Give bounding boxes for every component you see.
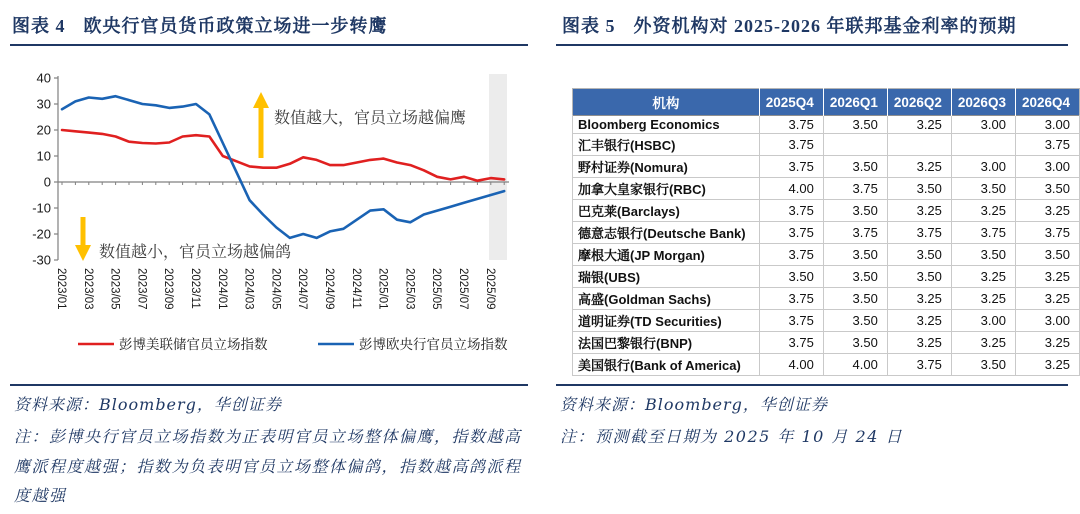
rate-cell: 3.25	[1015, 266, 1079, 288]
rate-cell: 3.75	[759, 134, 823, 156]
rate-cell: 3.25	[887, 156, 951, 178]
figure5-source-line: 资料来源：Bloomberg，华创证券	[560, 395, 828, 414]
table-row	[573, 200, 1080, 222]
table-row	[573, 288, 1080, 310]
rate-cell: 3.50	[823, 332, 887, 354]
figure4-title-text: 欧央行官员货币政策立场进一步转鹰	[83, 16, 388, 36]
x-axis-label: 2024/07	[296, 268, 309, 310]
rate-cell: 3.50	[951, 178, 1015, 200]
rate-cell: 3.50	[823, 116, 887, 134]
quarter-header-cell: 2026Q2	[887, 89, 951, 116]
rate-cell: 3.50	[1015, 244, 1079, 266]
recent-period-band	[489, 74, 507, 260]
rate-cell	[887, 134, 951, 156]
figure4-label: 图表 4	[12, 16, 66, 36]
figure5-label: 图表 5	[562, 16, 616, 36]
rate-cell: 3.75	[759, 116, 823, 134]
institution-cell: 加拿大皇家银行(RBC)	[573, 178, 760, 200]
institution-header-cell: 机构	[573, 89, 760, 116]
rate-cell: 3.50	[823, 200, 887, 222]
rate-cell: 3.50	[823, 310, 887, 332]
y-axis-label: 30	[36, 96, 51, 112]
rate-cell: 3.00	[1015, 156, 1079, 178]
forecast-table-wrap	[572, 88, 1080, 376]
institution-cell: 摩根大通(JP Morgan)	[573, 244, 760, 266]
x-axis-label: 2023/05	[108, 268, 121, 310]
rate-cell: 3.50	[823, 156, 887, 178]
rate-cell: 3.75	[823, 222, 887, 244]
institution-cell: 法国巴黎银行(BNP)	[573, 332, 760, 354]
quarter-header-cell: 2026Q3	[951, 89, 1015, 116]
institution-cell: 瑞银(UBS)	[573, 266, 760, 288]
y-axis-label: 40	[36, 70, 51, 86]
figure4-footer-divider	[10, 384, 528, 386]
x-axis-label: 2025/03	[403, 268, 416, 310]
x-axis-label: 2025/05	[430, 268, 443, 310]
figure5-note-line: 注：预测截至日期为 2025 年 10 月 24 日	[560, 427, 903, 446]
rate-cell: 3.25	[1015, 200, 1079, 222]
rate-cell: 4.00	[759, 354, 823, 376]
institution-cell: 高盛(Goldman Sachs)	[573, 288, 760, 310]
rate-cell: 3.25	[1015, 288, 1079, 310]
rate-cell: 3.25	[951, 332, 1015, 354]
forecast-table	[572, 88, 1080, 376]
rate-cell: 3.50	[823, 266, 887, 288]
institution-cell: 野村证券(Nomura)	[573, 156, 760, 178]
rate-cell: 3.25	[1015, 332, 1079, 354]
rate-cell: 3.25	[1015, 354, 1079, 376]
fed-series-line	[62, 130, 504, 181]
quarter-header-cell: 2026Q4	[1015, 89, 1079, 116]
rate-cell: 3.75	[823, 178, 887, 200]
stance-index-chart	[0, 56, 528, 390]
legend-ecb-label: 彭博欧央行官员立场指数	[359, 337, 508, 352]
up-arrow-icon	[253, 92, 269, 108]
table-row	[573, 222, 1080, 244]
table-row	[573, 354, 1080, 376]
table-header-row	[573, 89, 1080, 116]
x-axis-label: 2024/05	[269, 268, 282, 310]
table-row	[573, 156, 1080, 178]
x-axis-label: 2023/11	[189, 268, 201, 309]
rate-cell	[823, 134, 887, 156]
rate-cell: 3.50	[887, 266, 951, 288]
x-axis-label: 2023/01	[55, 268, 67, 310]
rate-cell: 3.75	[759, 288, 823, 310]
quarter-header-cell: 2025Q4	[759, 89, 823, 116]
legend-fed-label: 彭博美联储官员立场指数	[119, 337, 268, 352]
table-row	[573, 244, 1080, 266]
institution-cell: 汇丰银行(HSBC)	[573, 134, 760, 156]
x-axis-label: 2024/01	[215, 268, 228, 310]
rate-cell: 3.75	[1015, 222, 1079, 244]
rate-cell: 3.00	[1015, 310, 1079, 332]
institution-cell: Bloomberg Economics	[573, 116, 760, 134]
institution-cell: 道明证券(TD Securities)	[573, 310, 760, 332]
figure4-title	[12, 12, 388, 38]
table-row	[573, 266, 1080, 288]
figure4-source-line: 资料来源：Bloomberg，华创证券	[14, 395, 282, 414]
figure5-title	[562, 12, 1017, 38]
rate-cell: 3.00	[951, 310, 1015, 332]
rate-cell: 3.75	[759, 310, 823, 332]
rate-cell: 3.00	[1015, 116, 1079, 134]
table-row	[573, 332, 1080, 354]
rate-cell: 3.50	[951, 244, 1015, 266]
rate-cell: 3.00	[951, 116, 1015, 134]
rate-cell: 3.25	[887, 332, 951, 354]
rate-cell: 3.75	[759, 222, 823, 244]
table-row	[573, 310, 1080, 332]
rate-cell: 4.00	[759, 178, 823, 200]
rate-cell: 3.25	[887, 288, 951, 310]
rate-cell: 3.75	[759, 332, 823, 354]
x-axis-label: 2024/03	[242, 268, 255, 310]
rate-cell: 3.75	[887, 354, 951, 376]
rate-cell	[951, 134, 1015, 156]
table-row	[573, 134, 1080, 156]
figure5-footer	[560, 392, 1072, 452]
figure5-title-text: 外资机构对 2025-2026 年联邦基金利率的预期	[633, 16, 1017, 36]
rate-cell: 3.50	[951, 354, 1015, 376]
x-axis-label: 2024/11	[349, 268, 362, 309]
figure4-note-line: 注：彭博央行官员立场指数为正表明官员立场整体偏鹰，指数越高鹰派程度越强；指数为负表明官员立场整体偏鸽，指数越高鸽派程度越强	[14, 427, 522, 506]
rate-cell: 3.75	[887, 222, 951, 244]
rate-cell: 3.25	[887, 200, 951, 222]
rate-cell: 3.50	[887, 244, 951, 266]
rate-cell: 3.50	[823, 288, 887, 310]
table-row	[573, 178, 1080, 200]
x-axis-label: 2023/03	[81, 268, 94, 310]
rate-cell: 3.00	[951, 156, 1015, 178]
y-axis-label: -30	[32, 252, 51, 268]
quarter-header-cell: 2026Q1	[823, 89, 887, 116]
rate-cell: 3.75	[759, 156, 823, 178]
rate-cell: 3.25	[951, 266, 1015, 288]
y-axis-label: 20	[36, 122, 51, 138]
y-axis-label: -10	[32, 200, 51, 216]
y-axis-label: 0	[43, 174, 51, 190]
rate-cell: 3.25	[951, 200, 1015, 222]
dovish-annotation: 数值越小，官员立场越偏鸽	[99, 244, 292, 261]
rate-cell: 3.25	[887, 310, 951, 332]
institution-cell: 巴克莱(Barclays)	[573, 200, 760, 222]
rate-cell: 3.50	[1015, 178, 1079, 200]
x-axis-label: 2023/07	[135, 268, 148, 310]
x-axis-label: 2025/09	[483, 268, 496, 310]
x-axis-label: 2025/01	[376, 268, 389, 310]
down-arrow-icon	[75, 245, 91, 261]
figure5-footer-divider	[556, 384, 1068, 386]
figure4-footer	[14, 392, 532, 511]
y-axis-label: -20	[32, 226, 51, 242]
rate-cell: 3.75	[1015, 134, 1079, 156]
x-axis-label: 2023/09	[162, 268, 175, 310]
hawkish-annotation: 数值越大，官员立场越偏鹰	[274, 110, 467, 127]
rate-cell: 3.50	[759, 266, 823, 288]
rate-cell: 3.50	[823, 244, 887, 266]
y-axis-label: 10	[36, 148, 51, 164]
institution-cell: 美国银行(Bank of America)	[573, 354, 760, 376]
institution-cell: 德意志银行(Deutsche Bank)	[573, 222, 760, 244]
rate-cell: 3.25	[951, 288, 1015, 310]
x-axis-label: 2024/09	[323, 268, 335, 310]
figure4-title-divider	[10, 44, 528, 46]
table-row	[573, 116, 1080, 134]
figure5-title-divider	[556, 44, 1068, 46]
rate-cell: 3.50	[887, 178, 951, 200]
rate-cell: 3.75	[759, 200, 823, 222]
rate-cell: 4.00	[823, 354, 887, 376]
x-axis-label: 2025/07	[457, 268, 469, 310]
rate-cell: 3.25	[887, 116, 951, 134]
rate-cell: 3.75	[951, 222, 1015, 244]
rate-cell: 3.75	[759, 244, 823, 266]
